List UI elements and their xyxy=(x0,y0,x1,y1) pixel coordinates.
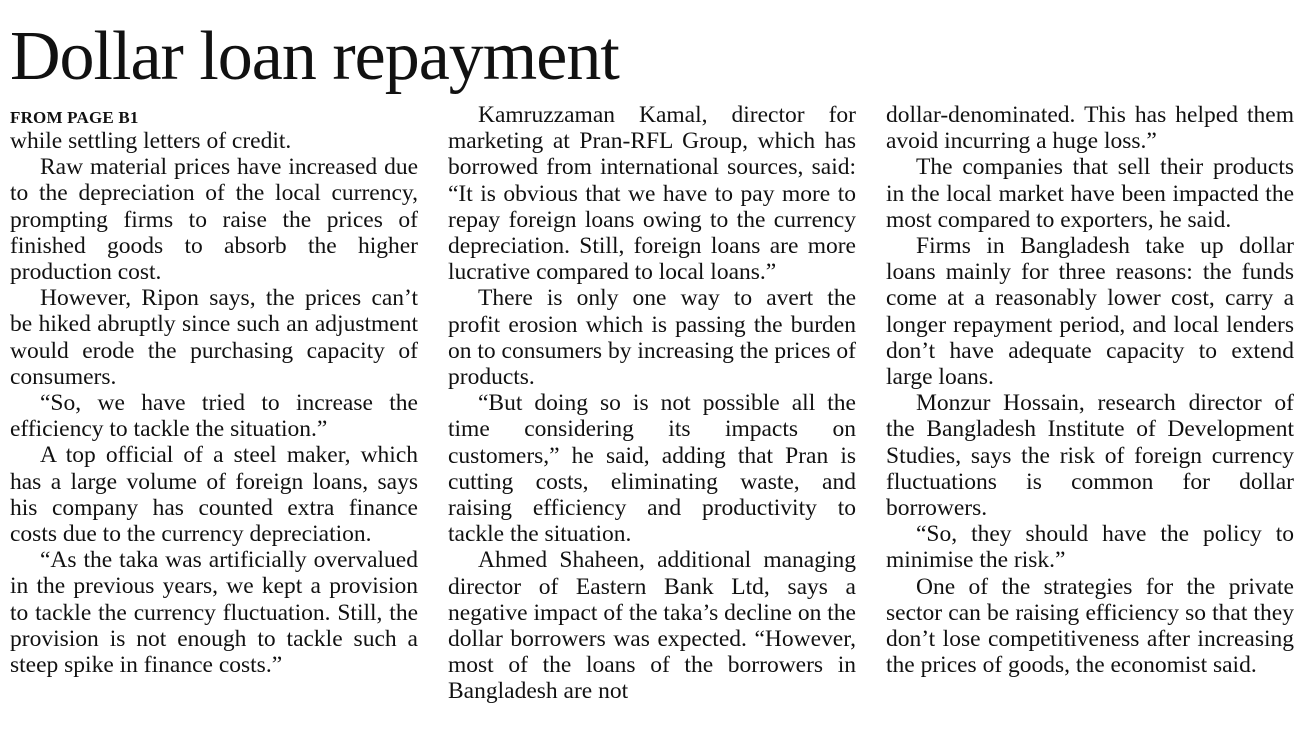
paragraph: However, Ripon says, the prices can’t be hiked abruptly since such an adjustment would erode the purchasing capacity of consumers. xyxy=(10,285,418,390)
continued-from-label: FROM PAGE B1 xyxy=(10,108,139,127)
paragraph: Ahmed Shaheen, additional managing director of Eastern Bank Ltd, says a negative impact of the taka’s decline on the dollar borrowers was expected. “However, most of the loans of the borrowers in Bangladesh are not xyxy=(448,547,856,705)
paragraph: “As the taka was artificially overvalued in the previous years, we kept a provision to tackle the currency fluctuation. Still, the provision is not enough to tackle such a steep spike in finance costs.” xyxy=(10,547,418,679)
paragraph: There is only one way to avert the profit erosion which is passing the burden on to consumers by increasing the prices of products. xyxy=(448,285,856,391)
paragraph: Kamruzzaman Kamal, director for marketing at Pran-RFL Group, which has borrowed from international sources, said: “It is obvious that we have to pay more to repay foreign loans owing to the currency depreciation. Still, foreign loans are more lucrative compared to local loans.” xyxy=(448,102,856,286)
paragraph-continuation: dollar-denominated. This has helped them avoid incurring a huge loss.” xyxy=(886,102,1294,155)
paragraph: The companies that sell their products in the local market have been impacted the most compared to exporters, he said. xyxy=(886,154,1294,233)
article-column-1 xyxy=(10,128,418,678)
paragraph: One of the strategies for the private sector can be raising efficiency so that they don’t lose competitiveness after increasing the prices of goods, the economist said. xyxy=(886,573,1294,679)
paragraph: A top official of a steel maker, which has a large volume of foreign loans, says his company has counted extra finance costs due to the currency depreciation. xyxy=(10,442,418,548)
article-headline: Dollar loan repayment xyxy=(10,18,619,95)
article-column-3 xyxy=(886,102,1294,678)
paragraph: “So, we have tried to increase the efficiency to tackle the situation.” xyxy=(10,390,418,443)
article-column-2 xyxy=(448,102,856,705)
paragraph: Raw material prices have increased due to the depreciation of the local currency, prompting firms to raise the prices of finished goods to absorb the higher production cost. xyxy=(10,154,418,286)
paragraph: Firms in Bangladesh take up dollar loans mainly for three reasons: the funds come at a reasonably lower cost, carry a longer repayment period, and local lenders don’t have adequate capacity to extend large loans. xyxy=(886,233,1294,391)
paragraph: “But doing so is not possible all the time considering its impacts on customers,” he said, adding that Pran is cutting costs, eliminating waste, and raising efficiency and productivity to tackle the situation. xyxy=(448,390,856,548)
paragraph-continuation: while settling letters of credit. xyxy=(10,128,292,154)
paragraph: Monzur Hossain, research director of the Bangladesh Institute of Development Studies, says the risk of foreign currency fluctuations is common for dollar borrowers. xyxy=(886,390,1294,522)
paragraph: “So, they should have the policy to minimise the risk.” xyxy=(886,521,1294,574)
